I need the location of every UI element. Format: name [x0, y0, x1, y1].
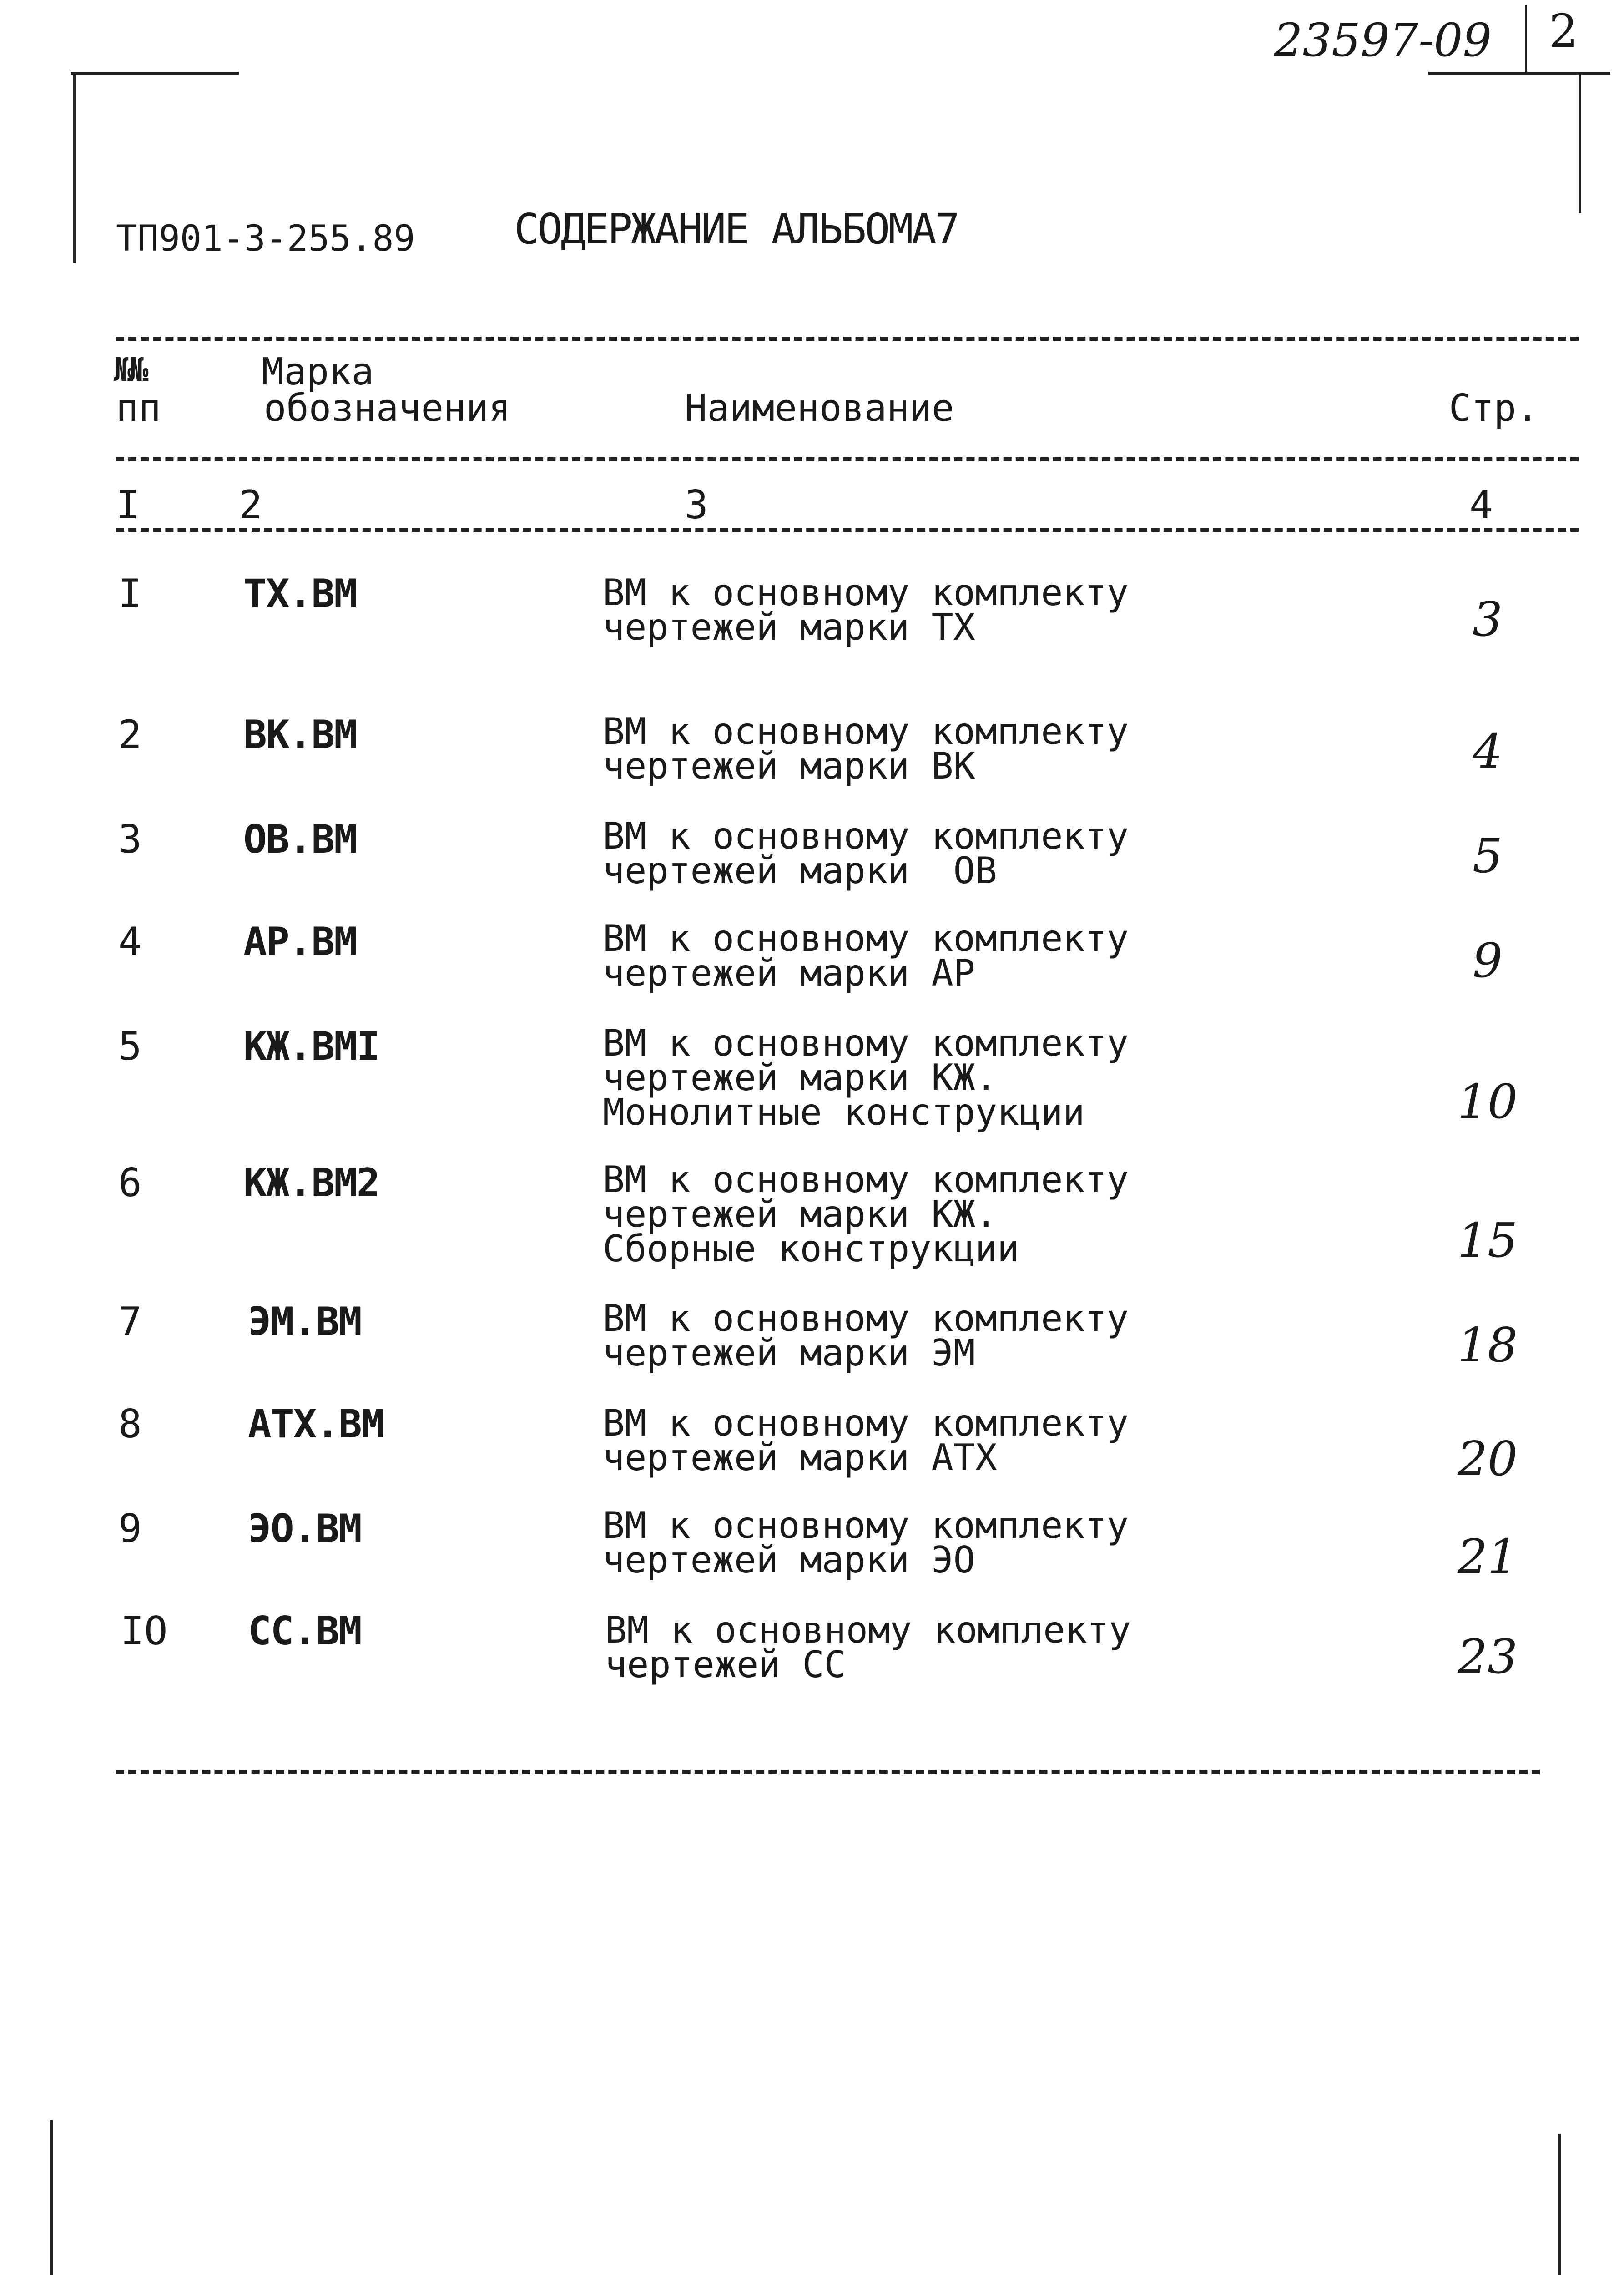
column-index-1: I: [116, 482, 140, 528]
row-name: ВМ к основному комплекту чертежей марки КЖ. Монолитные конструкции: [603, 1022, 1129, 1133]
row-name: ВМ к основному комплекту чертежей марки ОВ: [603, 815, 1129, 892]
column-index-3: 3: [685, 482, 708, 528]
row-code: СС.ВМ: [248, 1608, 361, 1654]
row-code: ОВ.ВМ: [243, 817, 357, 862]
row-page: 10: [1457, 1074, 1518, 1129]
row-page: 5: [1472, 828, 1503, 884]
row-page: 15: [1457, 1213, 1518, 1268]
row-code: КЖ.ВМ2: [243, 1160, 379, 1206]
column-page-label: Стр.: [1449, 387, 1539, 430]
row-name: ВМ к основному комплекту чертежей марки ЭМ: [603, 1297, 1129, 1374]
frame-top-left-vertical: [73, 72, 76, 263]
row-number: 2: [118, 712, 142, 758]
column-number-label-2: пп: [116, 387, 161, 430]
frame-top-left-horizontal: [71, 72, 239, 75]
row-number: I: [118, 571, 142, 617]
registration-number: 23597-09: [1274, 14, 1492, 67]
table-header-rule: [116, 457, 1579, 461]
project-code: ТП901-3-255.89: [116, 218, 415, 259]
row-code: ВК.ВМ: [243, 712, 357, 758]
column-index-4: 4: [1469, 482, 1493, 528]
row-name: ВМ к основному комплекту чертежей марки ВК: [603, 710, 1129, 787]
row-code: ЭМ.ВМ: [248, 1299, 361, 1345]
frame-top-right-horizontal: [1428, 72, 1610, 75]
column-index-2: 2: [239, 482, 262, 528]
table-index-rule: [116, 528, 1579, 532]
page-title: СОДЕРЖАНИЕ АЛЬБОМА: [514, 205, 935, 253]
row-page: 4: [1472, 723, 1503, 779]
row-name: ВМ к основному комплекту чертежей СС: [605, 1609, 1131, 1686]
album-number: 7: [935, 205, 960, 253]
column-number-label-1: №№: [114, 350, 144, 389]
row-number: 3: [118, 817, 142, 862]
row-code: КЖ.ВМI: [243, 1024, 379, 1069]
row-number: 6: [118, 1160, 142, 1206]
row-page: 23: [1457, 1629, 1518, 1684]
row-name: ВМ к основному комплекту чертежей марки ТХ: [603, 571, 1129, 648]
frame-top-right-vertical: [1579, 72, 1581, 213]
row-name: ВМ к основному комплекту чертежей марки ЭО: [603, 1504, 1129, 1581]
row-number: IO: [121, 1608, 168, 1654]
row-number: 8: [118, 1401, 142, 1447]
row-number: 7: [118, 1299, 142, 1345]
column-code-label-1: Марка: [262, 350, 374, 394]
row-code: ТХ.ВМ: [243, 571, 357, 617]
row-name: ВМ к основному комплекту чертежей марки КЖ. Сборные конструкции: [603, 1158, 1129, 1270]
stamp-divider: [1525, 5, 1527, 73]
row-number: 5: [118, 1024, 142, 1069]
row-name: ВМ к основному комплекту чертежей марки АР: [603, 917, 1129, 994]
frame-bottom-left-vertical: [50, 2120, 53, 2275]
table-bottom-rule: [116, 1770, 1540, 1774]
row-page: 9: [1472, 933, 1503, 988]
sheet-number: 2: [1549, 5, 1578, 58]
row-page: 18: [1457, 1317, 1518, 1373]
column-code-label-2: обозначения: [264, 387, 511, 430]
row-code: АТХ.ВМ: [248, 1401, 384, 1447]
table-top-rule: [116, 337, 1579, 341]
row-code: АР.ВМ: [243, 919, 357, 965]
row-code: ЭО.ВМ: [248, 1506, 361, 1552]
row-number: 4: [118, 919, 142, 965]
frame-bottom-right-vertical: [1558, 2134, 1561, 2275]
row-page: 21: [1457, 1529, 1518, 1584]
column-name-label: Наименование: [685, 387, 954, 430]
row-number: 9: [118, 1506, 142, 1552]
row-page: 20: [1457, 1431, 1518, 1486]
row-page: 3: [1472, 592, 1503, 647]
row-name: ВМ к основному комплекту чертежей марки АТХ: [603, 1402, 1129, 1479]
